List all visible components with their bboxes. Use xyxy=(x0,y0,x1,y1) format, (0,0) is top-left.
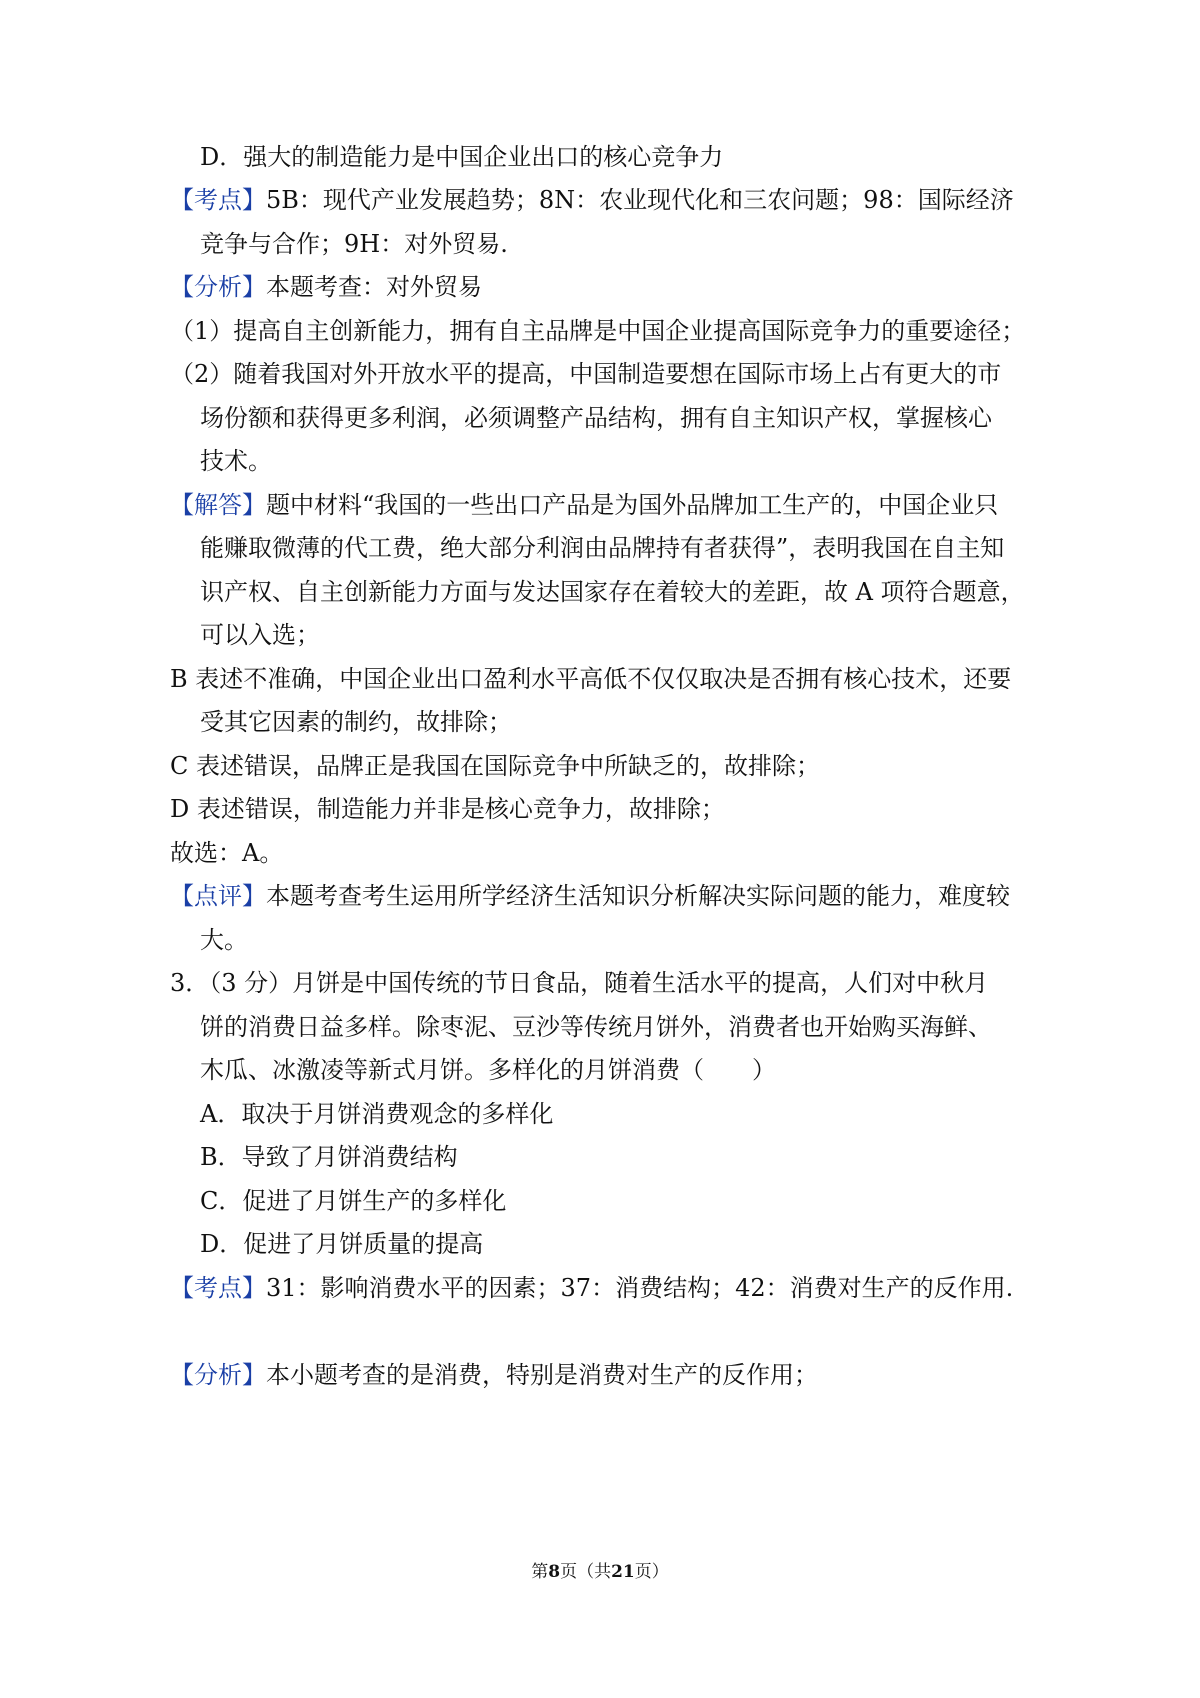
kaodian-tag: 【考点】 xyxy=(170,186,266,214)
q3-option-d: D．促进了月饼质量的提高 xyxy=(200,1230,484,1258)
q2-dianping-line-1 xyxy=(170,879,1010,913)
q3-stem-line-1: 3．（3 分）月饼是中国传统的节日食品，随着生活水平的提高，人们对中秋月 xyxy=(170,969,989,997)
q2-jieda-line-1 xyxy=(170,488,998,522)
q2-kaodian-line-1 xyxy=(170,183,1014,217)
footer-page-number: 8 xyxy=(548,1562,561,1582)
q2-b-line-1: B 表述不准确，中国企业出口盈利水平高低不仅仅取决是否拥有核心技术，还要 xyxy=(170,665,1012,693)
jieda-tag: 【解答】 xyxy=(170,491,266,519)
fenxi-tag: 【分析】 xyxy=(170,273,266,301)
dianping-text: 本题考查考生运用所学经济生活知识分析解决实际问题的能力，难度较 xyxy=(266,882,1010,910)
q2-fenxi-line xyxy=(170,270,482,304)
kaodian-tag: 【考点】 xyxy=(170,1274,266,1302)
q3-option-c: C．促进了月饼生产的多样化 xyxy=(200,1187,507,1215)
q2-answer: 故选：A。 xyxy=(170,839,284,867)
q2-kaodian-line-2: 竞争与合作；9H：对外贸易. xyxy=(200,230,508,258)
q2-point-2-line-2: 场份额和获得更多利润，必须调整产品结构，拥有自主知识产权，掌握核心 xyxy=(200,404,992,432)
q3-stem-line-3: 木瓜、冰激凌等新式月饼。多样化的月饼消费（ ） xyxy=(200,1056,776,1084)
q3-stem-line-2: 饼的消费日益多样。除枣泥、豆沙等传统月饼外，消费者也开始购买海鲜、 xyxy=(200,1013,992,1041)
q3-fenxi-line xyxy=(170,1358,818,1392)
q3-kaodian-line xyxy=(170,1271,1013,1305)
q2-jieda-line-3: 识产权、自主创新能力方面与发达国家存在着较大的差距，故 A 项符合题意， xyxy=(200,578,1025,606)
q2-c-line: C 表述错误，品牌正是我国在国际竞争中所缺乏的，故排除； xyxy=(170,752,820,780)
q2-point-2-line-1: （2）随着我国对外开放水平的提高，中国制造要想在国际市场上占有更大的市 xyxy=(170,360,1002,388)
kaodian-text: 5B：现代产业发展趋势；8N：农业现代化和三农问题；98：国际经济 xyxy=(266,186,1014,214)
fenxi-tag: 【分析】 xyxy=(170,1361,266,1389)
fenxi-text: 本题考查：对外贸易 xyxy=(266,273,482,301)
fenxi-text: 本小题考查的是消费，特别是消费对生产的反作用； xyxy=(266,1361,818,1389)
q2-jieda-line-2: 能赚取微薄的代工费，绝大部分利润由品牌持有者获得”，表明我国在自主知 xyxy=(200,534,1005,562)
footer-middle: 页（共 xyxy=(560,1562,612,1582)
footer-suffix: 页） xyxy=(634,1562,669,1582)
q2-d-line: D 表述错误，制造能力并非是核心竞争力，故排除； xyxy=(170,795,725,823)
kaodian-text: 31：影响消费水平的因素；37：消费结构；42：消费对生产的反作用. xyxy=(266,1274,1014,1302)
q2-jieda-line-4: 可以入选； xyxy=(200,621,320,649)
q3-option-a: A．取决于月饼消费观念的多样化 xyxy=(200,1100,554,1128)
footer-total-pages: 21 xyxy=(611,1562,635,1582)
q2-dianping-line-2: 大。 xyxy=(200,926,248,954)
page-footer xyxy=(0,1560,1200,1584)
q2-point-1: （1）提高自主创新能力，拥有自主品牌是中国企业提高国际竞争力的重要途径； xyxy=(170,317,1026,345)
dianping-tag: 【点评】 xyxy=(170,882,266,910)
footer-prefix: 第 xyxy=(531,1562,549,1582)
q2-b-line-2: 受其它因素的制约，故排除； xyxy=(200,708,512,736)
jieda-text: 题中材料“我国的一些出口产品是为国外品牌加工生产的，中国企业只 xyxy=(266,491,999,519)
q2-point-2-line-3: 技术。 xyxy=(200,447,272,475)
prev-option-d: D．强大的制造能力是中国企业出口的核心竞争力 xyxy=(200,143,724,171)
q3-option-b: B．导致了月饼消费结构 xyxy=(200,1143,458,1171)
